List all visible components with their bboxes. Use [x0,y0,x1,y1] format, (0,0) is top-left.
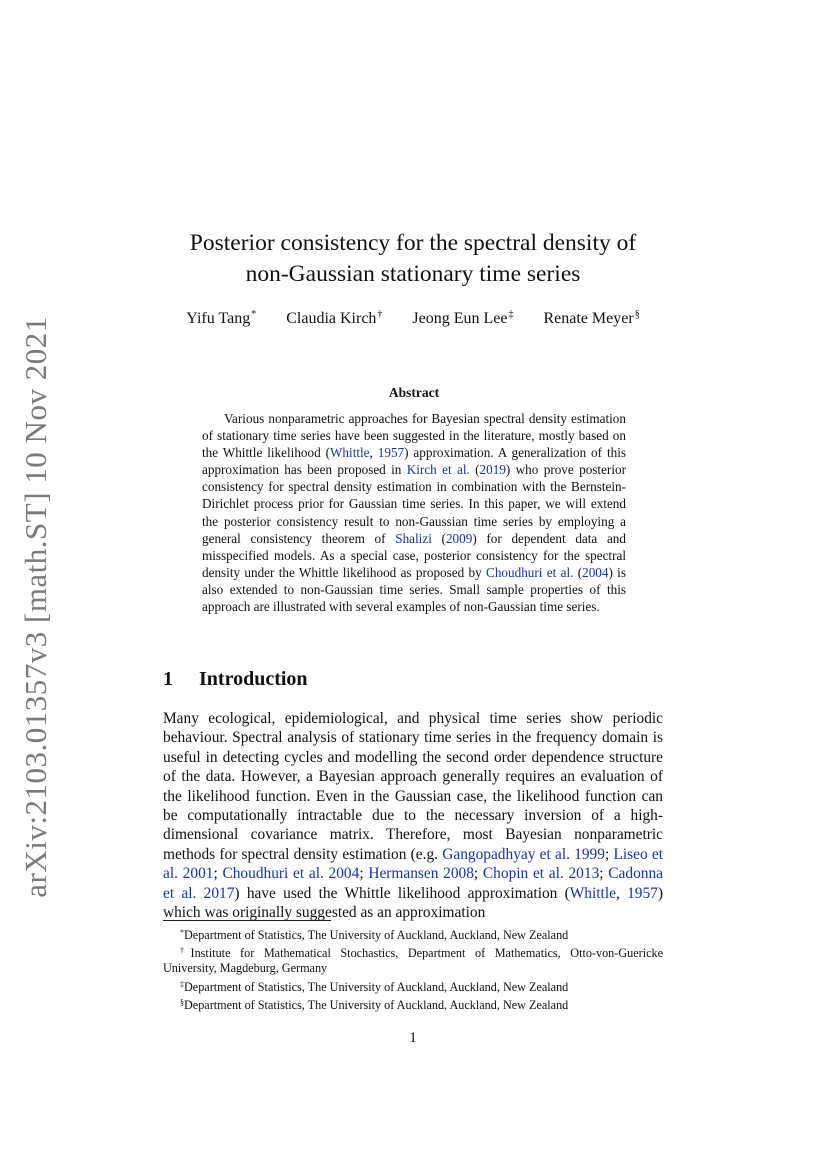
author-mark: ‡ [508,309,514,320]
citation-link[interactable]: Choudhuri et al. [486,564,574,580]
footnote-mark: § [180,997,184,1007]
author [544,309,640,328]
footnote-text: Department of Statistics, The University of Auckland, Auckland, New Zealand [184,928,569,942]
intro-text-segment: ; [473,865,483,883]
paper-title [163,228,663,290]
citation-link[interactable]: Chopin et al. 2013 [482,865,600,883]
author [286,309,382,328]
introduction-text [163,709,663,922]
page-number: 1 [409,1030,417,1046]
author-list [140,309,686,328]
footnote [163,943,663,976]
citation-link[interactable]: 2009 [445,530,473,546]
abstract-text-segment: ( [573,564,583,580]
intro-text-segment: Many ecological, epidemiological, and physical time series show periodic behaviour. Spectral analysis of stationary time series in the frequency domain is useful in detecting cycles and modelling the second order dependence structure of the data. However, a Bayesian approach generally requires an evaluation of the likelihood function. Even in the Gaussian case, the likelihood function can be computationally intractable due to the necessary inversion of a high-dimensional covariance matrix. Therefore, most Bayesian nonparametric methods for spectral density estimation (e.g. [163,710,663,863]
intro-text-segment: ; [213,865,223,883]
citation-link[interactable]: Hermansen 2008 [368,865,474,883]
section-number: 1 [163,668,173,690]
intro-text-segment: , [615,884,628,902]
citation-link[interactable]: Gangopadhyay et al. 1999 [442,845,605,863]
citation-link[interactable]: 1957 [627,884,658,902]
abstract-text-segment: , [369,445,378,461]
footnote-divider [163,920,331,921]
footnote-text: Department of Statistics, The University of Auckland, Auckland, New Zealand [184,997,569,1012]
section-heading [163,668,308,691]
citation-link[interactable]: Liseo et al. 2001 [163,845,663,883]
footnote-mark: ‡ [180,979,184,989]
title-line-2: non-Gaussian stationary time series [245,261,581,287]
citation-link[interactable]: 2019 [479,462,506,478]
abstract-text-segment: ) for dependent data and misspecified models. As a special case, posterior consistency for the spectral density under the Whittle likelihood as proposed by [202,530,626,580]
abstract-text-segment: ) approximation. A generalization of this approximation has been proposed in [202,445,626,478]
citation-link[interactable]: Cadonna et al. 2017 [163,865,663,902]
author-mark: † [377,309,383,320]
citation-link[interactable]: Shalizi [395,530,432,546]
author-mark: * [251,309,257,320]
intro-text-segment: ; [359,865,369,883]
author [186,309,256,328]
footnote-text: Institute for Mathematical Stochastics, Department of Mathematics, Otto-von-Guericke University, Magdeburg, Germany [163,946,663,976]
footnote [163,995,663,1013]
author-name: Claudia Kirch [286,310,377,327]
arxiv-identifier: arXiv:2103.01357v3 [math.ST] 10 Nov 2021 [18,316,53,898]
footnote-mark: † [180,946,191,956]
title-line-1: Posterior consistency for the spectral density of [189,230,637,256]
abstract-heading: Abstract [388,385,440,400]
abstract-text-segment: ) is also extended to non-Gaussian time series. Small sample properties of this approach are illustrated with several examples of non-Gaussian time series. [202,564,626,615]
intro-text-segment: ) which was originally suggested as an approximation [163,884,663,922]
citation-link[interactable]: Kirch et al. [406,462,470,478]
author-mark: § [634,309,640,320]
footnote [163,925,663,943]
arxiv-stamp [0,0,60,1171]
footnote [163,977,663,995]
citation-link[interactable]: 1957 [377,445,405,461]
footnote-mark: * [180,928,184,937]
intro-text-segment: ) have used the Whittle likelihood approximation ( [234,884,570,902]
abstract-text-segment: Various nonparametric approaches for Bayesian spectral density estimation of stationary time series have been suggested in the literature, mostly based on the Whittle likelihood ( [202,411,626,461]
abstract-text [202,410,626,615]
author-name: Yifu Tang [186,310,251,327]
author-name: Jeong Eun Lee [412,310,508,327]
citation-link[interactable]: Whittle [569,884,616,902]
abstract-text-segment: ( [469,462,480,478]
author-name: Renate Meyer [543,310,634,327]
intro-text-segment: ; [599,865,609,883]
footnotes [163,925,663,1013]
citation-link[interactable]: 2004 [582,564,609,580]
intro-text-segment: ; [604,845,614,863]
citation-link[interactable]: Choudhuri et al. 2004 [222,865,360,883]
section-title: Introduction [199,668,308,690]
abstract-text-segment: ( [431,530,446,546]
footnote-text: Department of Statistics, The University of Auckland, Auckland, New Zealand [184,979,569,994]
author [412,309,513,328]
abstract-text-segment: ) who prove posterior consistency for spectral density estimation in combination with the Bernstein-Dirichlet process prior for Gaussian time series. In this paper, we will extend the posterior consistency result to non-Gaussian time series by employing a general consistency theorem of [202,462,626,546]
citation-link[interactable]: Whittle [329,445,370,461]
